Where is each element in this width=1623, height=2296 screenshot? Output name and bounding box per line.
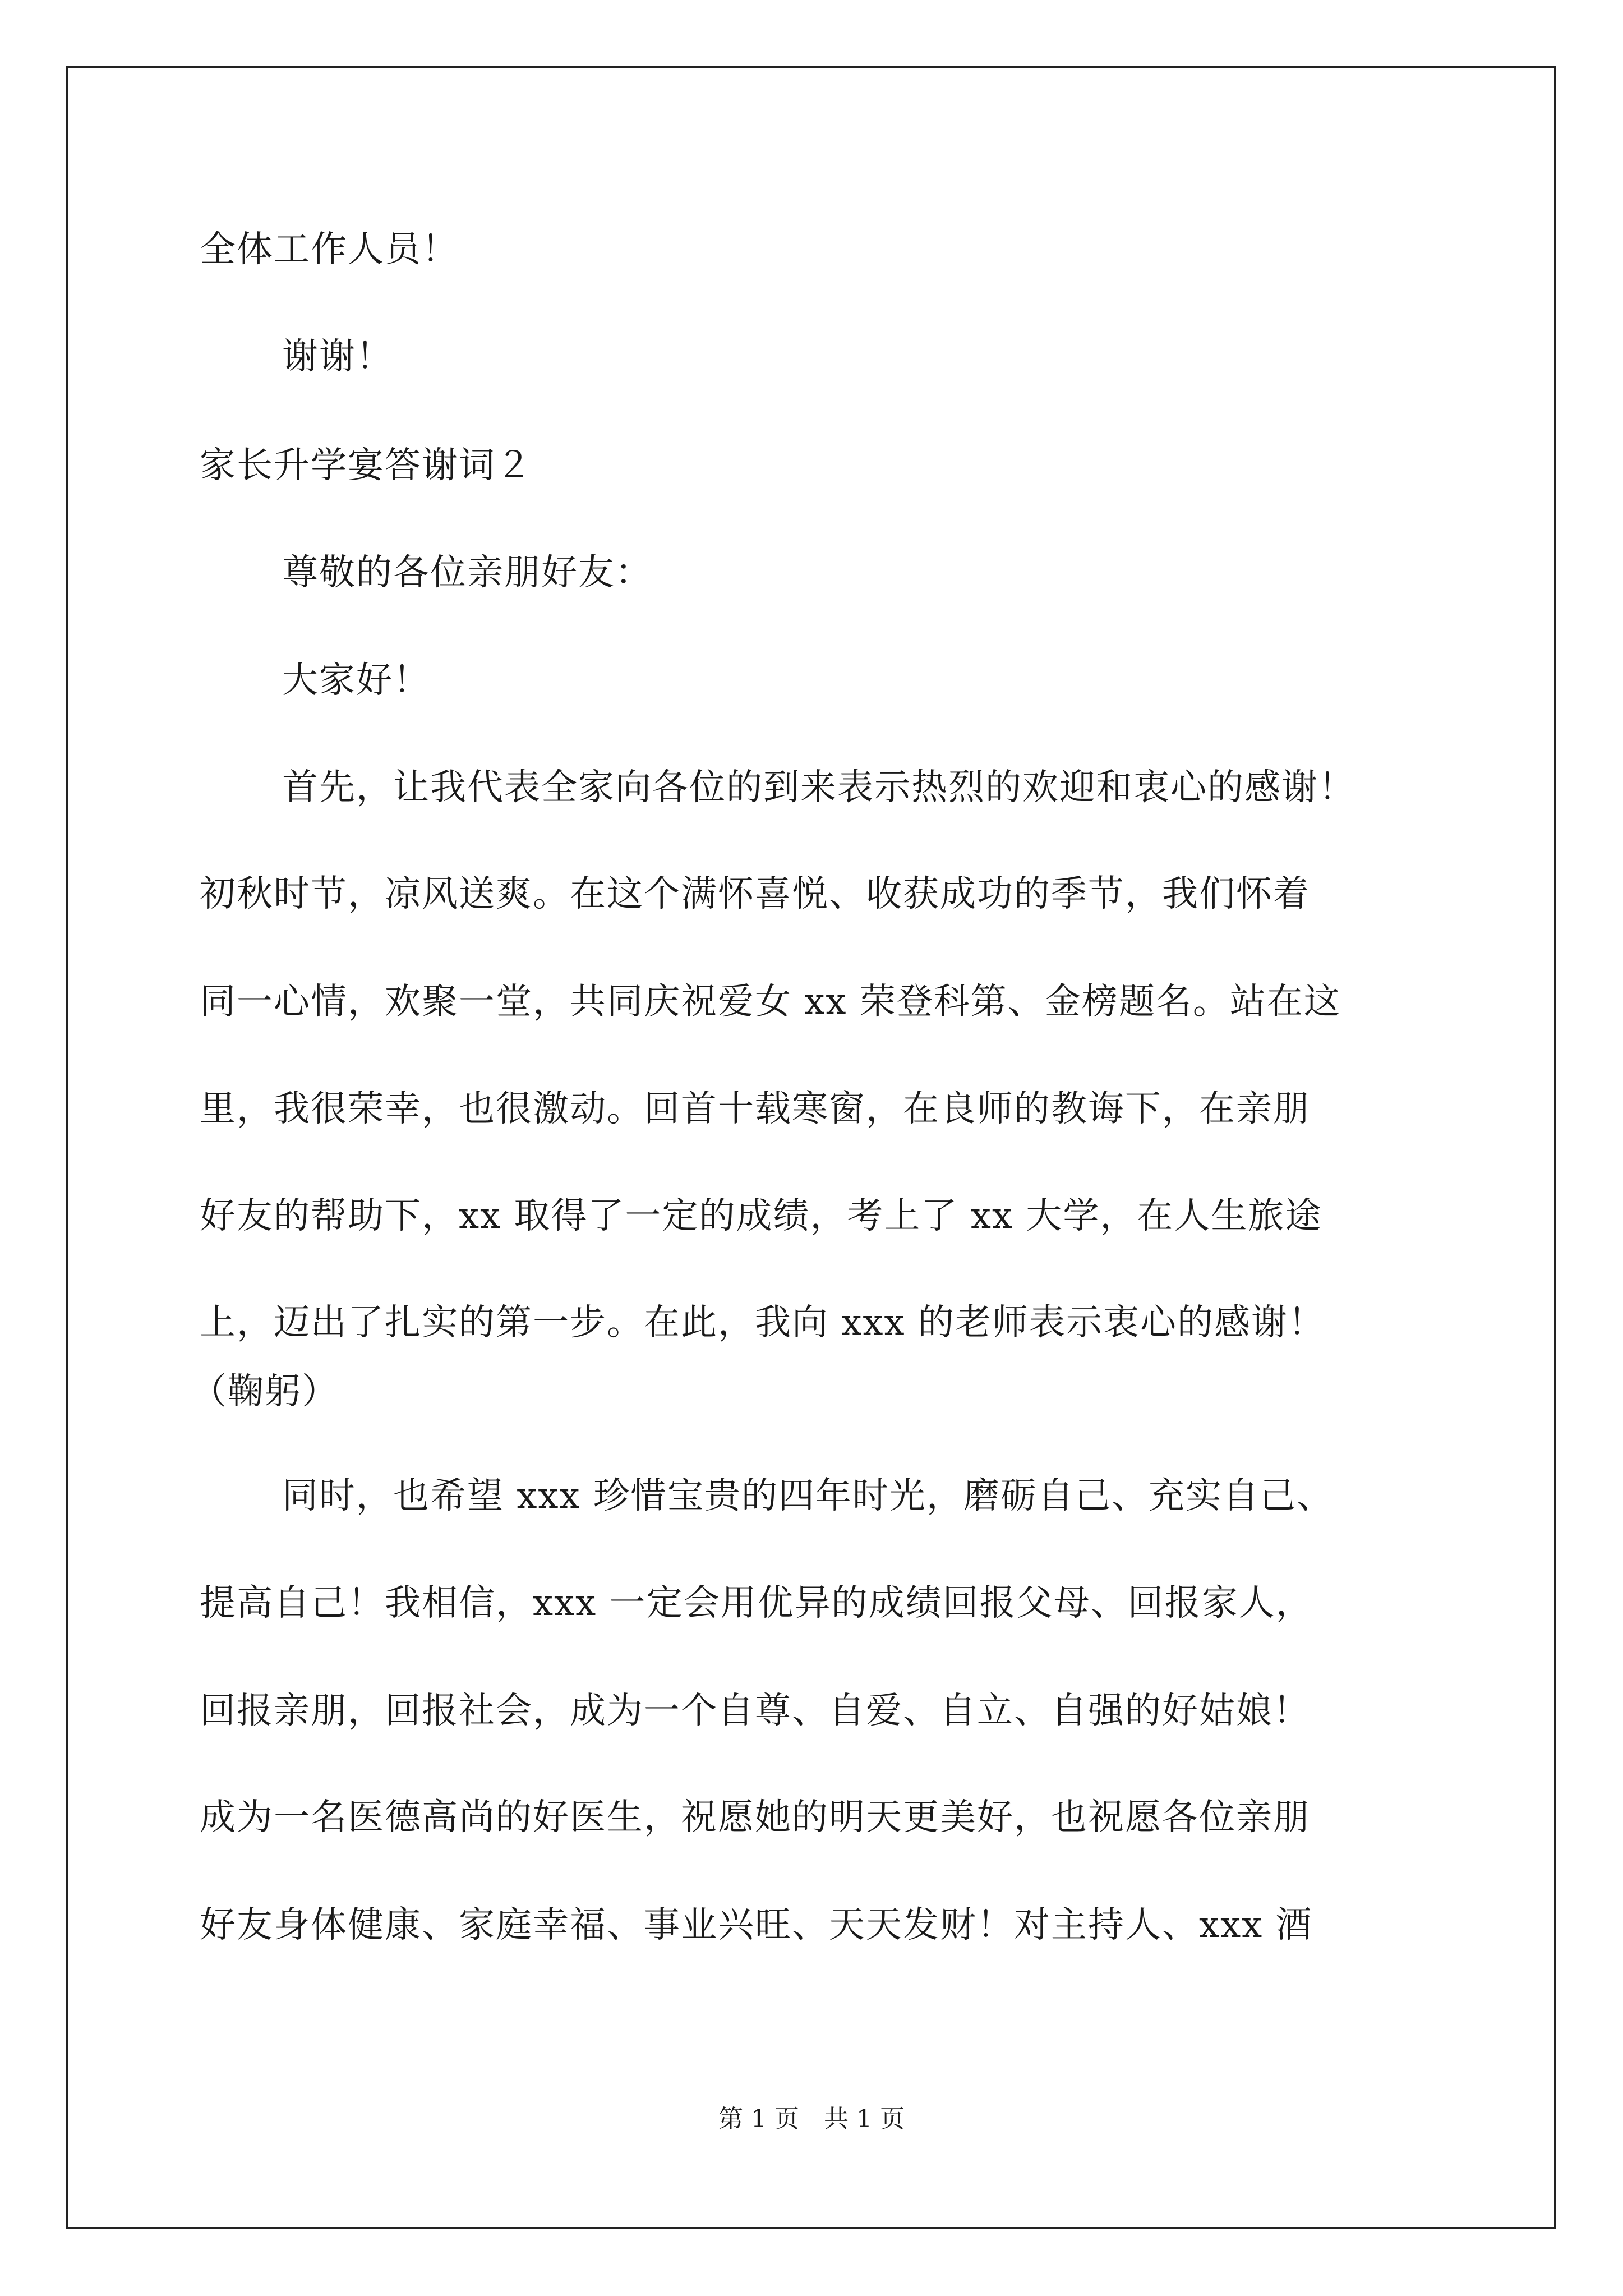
section-title: 家长升学宴答谢词２: [200, 445, 533, 486]
closing-line-staff: 全体工作人员！: [200, 229, 459, 270]
paragraph-1-line-5: 好友的帮助下，xx 取得了一定的成绩，考上了 xx 大学，在人生旅途: [200, 1195, 1322, 1237]
paragraph-2-line-1: 同时，也希望 xxx 珍惜宝贵的四年时光，磨砺自己、充实自己、: [282, 1475, 1334, 1517]
paragraph-1-line-7: （鞠躬）: [191, 1371, 339, 1412]
salutation: 尊敬的各位亲朋好友：: [282, 552, 652, 593]
paragraph-2-line-5: 好友身体健康、家庭幸福、事业兴旺、天天发财！对主持人、xxx 酒: [200, 1904, 1313, 1946]
paragraph-1-line-3: 同一心情，欢聚一堂，共同庆祝爱女 xx 荣登科第、金榜题名。站在这: [200, 981, 1341, 1023]
paragraph-1-line-6: 上，迈出了扎实的第一步。在此，我向 xxx 的老师表示衷心的感谢！: [200, 1302, 1325, 1343]
paragraph-1-line-2: 初秋时节，凉风送爽。在这个满怀喜悦、收获成功的季节，我们怀着: [200, 873, 1310, 915]
page-number-footer: 第 1 页 共 1 页: [718, 2105, 905, 2133]
greeting: 大家好！: [282, 660, 430, 701]
paragraph-1-line-1: 首先，让我代表全家向各位的到来表示热烈的欢迎和衷心的感谢！: [282, 767, 1355, 808]
paragraph-2-line-3: 回报亲朋，回报社会，成为一个自尊、自爱、自立、自强的好姑娘！: [200, 1690, 1310, 1732]
paragraph-1-line-4: 里，我很荣幸，也很激动。回首十载寒窗，在良师的教诲下，在亲朋: [200, 1088, 1310, 1130]
closing-thanks: 谢谢！: [282, 336, 393, 378]
paragraph-2-line-4: 成为一名医德高尚的好医生，祝愿她的明天更美好，也祝愿各位亲朋: [200, 1797, 1310, 1838]
paragraph-2-line-2: 提高自己！我相信，xxx 一定会用优异的成绩回报父母、回报家人，: [200, 1582, 1313, 1624]
